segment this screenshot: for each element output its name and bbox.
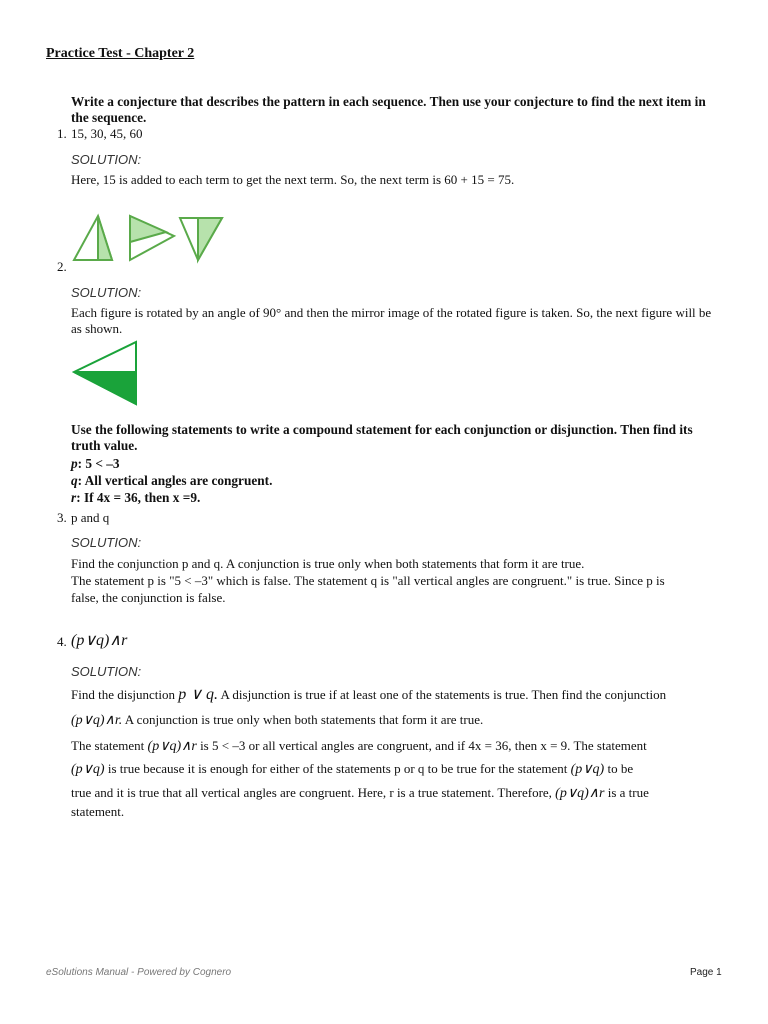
q1-solution-text: Here, 15 is added to each term to get the next term. So, the next term is 60 + 15 = 75.	[71, 172, 515, 187]
q4-solution-line-6: statement.	[71, 804, 125, 819]
q3-solution-label: SOLUTION:	[71, 535, 142, 550]
q1-number: 1.	[57, 126, 67, 141]
section2-instructions: Use the following statements to write a compound statement for each conjunction or disjunction. Then find its truth value.	[71, 422, 693, 453]
q4-solution-line-1: Find the disjunction p ∨ q. A disjunction is true if at least one of the statements is true. Then find the conjunction	[71, 686, 667, 703]
footer-credit: eSolutions Manual - Powered by Cognero	[46, 967, 232, 978]
q2-number: 2.	[57, 259, 67, 274]
q1-sequence: 15, 30, 45, 60	[71, 126, 143, 141]
q4-solution-line-2: (p∨q)∧r. A conjunction is true only when both statements that form it are true.	[71, 712, 484, 728]
q2-sequence-figures	[70, 212, 230, 264]
q3-solution-line-1: Find the conjunction p and q. A conjunction is true only when both statements that form it are true.	[71, 556, 585, 571]
q4-solution-line-5: true and it is true that all vertical angles are congruent. Here, r is a true statement. Therefore, (p∨q)∧r is a true	[71, 785, 649, 801]
triangle-figure-1	[74, 216, 112, 260]
q4-solution-line-3: The statement (p∨q)∧r is 5 < –3 or all vertical angles are congruent, and if 4x = 36, then x = 9. The statement	[71, 738, 647, 754]
statement-q: q: All vertical angles are congruent.	[71, 473, 273, 488]
q4-question: (p∨q)∧r	[71, 632, 128, 649]
statement-p: p: 5 < –3	[71, 456, 120, 471]
page-title: Practice Test - Chapter 2	[46, 46, 195, 61]
q1-solution-label: SOLUTION:	[71, 152, 142, 167]
section1-instructions: Write a conjecture that describes the pattern in each sequence. Then use your conjecture to find the next item in the sequence.	[71, 94, 706, 125]
q4-solution-label: SOLUTION:	[71, 664, 142, 679]
q2-solution-text: Each figure is rotated by an angle of 90° and then the mirror image of the rotated figure is taken. So, the next figure will be as shown.	[71, 305, 712, 336]
q3-number: 3.	[57, 510, 67, 525]
q3-solution-line-2: The statement p is "5 < –3" which is false. The statement q is "all vertical angles are congruent." is true. Since p is	[71, 573, 665, 588]
q4-number: 4.	[57, 634, 67, 649]
statement-r: r: If 4x = 36, then x =9.	[71, 490, 201, 505]
q3-question: p and q	[71, 510, 110, 525]
q3-solution-line-3: false, the conjunction is false.	[71, 590, 226, 605]
triangle-figure-3	[180, 218, 222, 260]
q2-answer-figure	[72, 338, 142, 408]
page-number: Page 1	[690, 967, 722, 978]
q4-solution-line-4: (p∨q) is true because it is enough for either of the statements p or q to be true for the statement (p∨q) to be	[71, 761, 634, 777]
triangle-figure-2	[130, 216, 174, 260]
q2-solution-label: SOLUTION:	[71, 285, 142, 300]
